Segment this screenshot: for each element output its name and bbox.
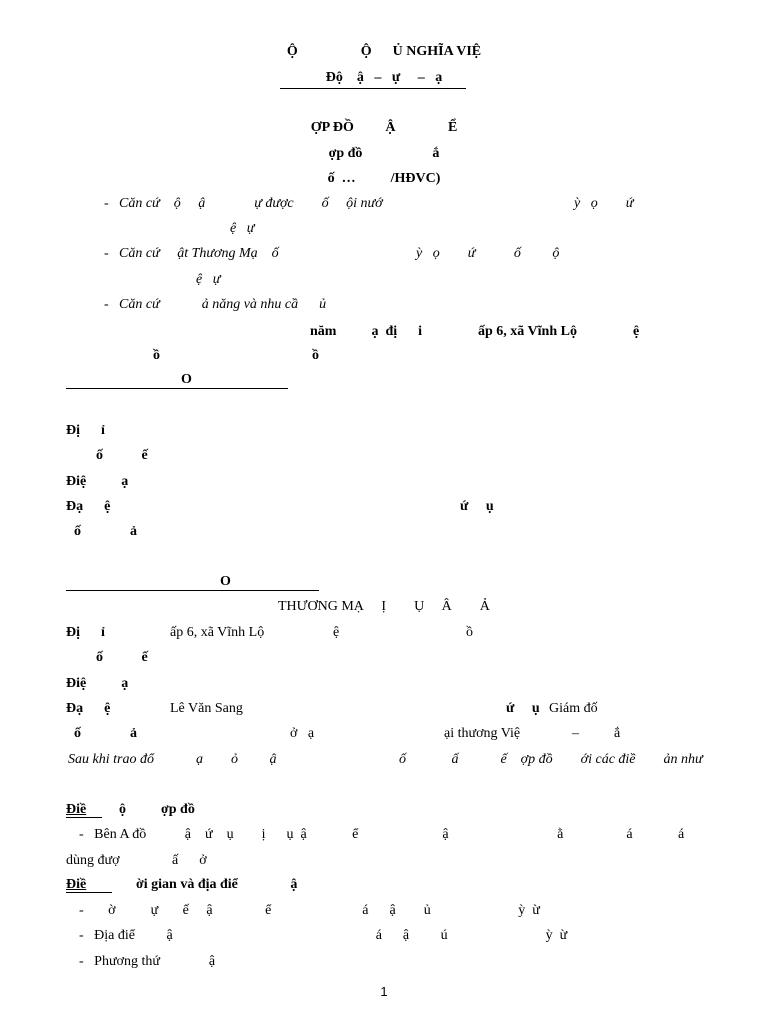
nation-header: Ộ Ộ Ủ NGHĨA VIỆ — [286, 44, 482, 59]
article-1-line: dùng đượ ấ ở — [66, 853, 207, 868]
motto: Độ ậ – ự – ạ — [325, 70, 443, 85]
party-a-address-label: Đị ỉ — [66, 423, 105, 438]
party-b-rep-title-value: Giám đố — [549, 701, 598, 716]
basis-text: ệ ự — [230, 221, 255, 236]
article-2-title: ời gian và địa điể ậ — [136, 877, 298, 892]
contract-subtitle: ợp đồ ắ — [328, 146, 440, 161]
party-b-address-mid: ệ — [333, 625, 340, 640]
party-b-rep-title-label: ứ ụ — [506, 701, 540, 716]
party-a-fax: ố ế — [96, 448, 148, 463]
party-b-account-mid: ở ạ — [290, 726, 315, 741]
article-2-item: - Địa điể ậ á ậ ú ỳ ừ — [79, 928, 568, 943]
basis-bullet: - — [104, 297, 109, 312]
basis-text: ệ ự — [196, 272, 221, 287]
party-a-rep-title: ứ ụ — [460, 499, 494, 514]
party-b-address-value: ấp 6, xã Vĩnh Lộ — [170, 625, 265, 640]
party-a-heading-rule — [66, 388, 288, 389]
basis-text: Căn cứ ộ ậ ự được ố ội nướ — [119, 196, 383, 211]
party-b-account: ố ả — [74, 726, 137, 741]
party-a-heading: O — [181, 372, 192, 387]
party-a-rep-label: Đạ ệ — [66, 499, 111, 514]
party-b-heading: O — [220, 574, 231, 589]
party-b-heading-rule — [66, 590, 319, 591]
party-b-fax: ố ế — [96, 650, 148, 665]
basis-text: Căn cứ ả năng và nhu cầ ủ — [119, 297, 327, 312]
party-b-bank: ại thương Việ — [444, 726, 521, 741]
basis-bullet: - — [104, 246, 109, 261]
article-1-title: ộ ợp đồ — [119, 802, 195, 817]
agreement-sentence: Sau khi trao đổ ạ ỏ ậ ố ấ ế ợp đồ ới các điề ản như — [68, 752, 703, 767]
intro-line-part: ồ — [153, 348, 160, 363]
party-b-phone-label: Điệ ạ — [66, 676, 129, 691]
article-2-label: Điề — [66, 877, 87, 892]
motto-underline — [280, 88, 466, 89]
party-a-account: ố ả — [74, 524, 137, 539]
article-1-line: - Bên A đồ ậ ứ ụ ị ụ ậ ể ậ ằ á á — [79, 827, 685, 842]
party-b-rep-name: Lê Văn Sang — [170, 701, 243, 716]
article-2-item: - ờ ự ế ậ ể á ậ ủ ỳ ừ — [79, 903, 540, 918]
article-1-label: Điề — [66, 802, 87, 817]
basis-bullet: - — [104, 196, 109, 211]
basis-tail: ỳ ọ ứ ố ộ — [416, 246, 560, 261]
party-b-bank-tail: – ắ — [572, 726, 621, 741]
article-2-item: - Phương thứ ậ — [79, 954, 216, 969]
party-a-phone-label: Điệ ạ — [66, 474, 129, 489]
basis-text: Căn cứ ật Thương Mạ ố — [119, 246, 279, 261]
article-2-label-rule — [66, 892, 112, 893]
page-number: 1 — [380, 984, 388, 999]
contract-title: ỢP ĐỒ Ậ Ể — [310, 120, 458, 135]
intro-line-part: ồ — [312, 348, 319, 363]
party-b-rep-label: Đạ ệ — [66, 701, 111, 716]
article-1-label-rule — [66, 817, 102, 818]
party-b-address-tail: ồ — [466, 625, 473, 640]
party-b-company: THƯƠNG MẠ Ị Ụ Â Ả — [278, 599, 490, 614]
basis-tail: ỳ ọ ứ — [574, 196, 634, 211]
contract-number: ố … /HĐVC) — [327, 171, 441, 186]
party-b-address-label: Đị ỉ — [66, 625, 105, 640]
intro-line: năm ạ đị i ấp 6, xã Vĩnh Lộ ệ — [310, 324, 640, 339]
